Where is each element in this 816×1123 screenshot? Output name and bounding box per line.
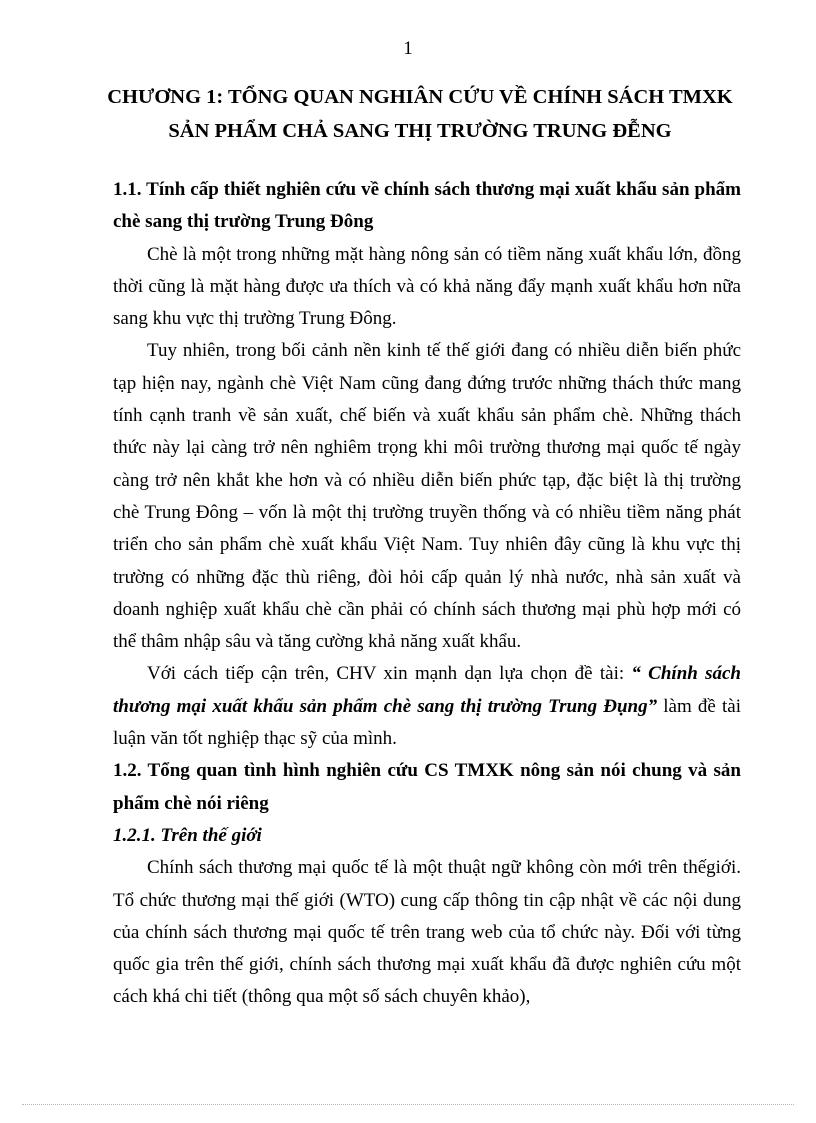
paragraph-3-tail-text: làm đề tài luận văn tốt nghiệp thạc sỹ của mình. <box>113 695 741 750</box>
page-number: 1 <box>403 38 413 59</box>
document-body <box>113 174 741 1014</box>
chapter-title-line-2: SẢN PHẨM CHẢ SANG THỊ TRƯỜNG TRUNG ĐỄNG <box>168 120 672 142</box>
section-1-1-paragraph-1: Chè là một trong những mặt hàng nông sản có tiềm năng xuất khẩu lớn, đồng thời cũng là mặt hàng được ưa thích và có khả năng đẩy mạnh xuất khẩu hơn nữa sang khu vực thị trường Trung Đông. <box>113 243 741 330</box>
chapter-title-line-1: CHƯƠNG 1: TỔNG QUAN NGHIÂN CỨU VỀ CHÍNH SÁCH TMXK <box>107 86 733 108</box>
section-1-2-heading: 1.2. Tổng quan tình hình nghiên cứu CS TMXK nông sản nói chung và sản phẩm chè nói riêng <box>113 760 741 814</box>
section-1-2-1-heading: 1.2.1. Trên thế giới <box>113 824 262 846</box>
page-bottom-divider <box>22 1104 794 1105</box>
section-1-1-paragraph-2: Tuy nhiên, trong bối cảnh nền kinh tế thế giới đang có nhiều diễn biến phức tạp hiện nay, ngành chè Việt Nam cũng đang đứng trước những thách thức mang tính cạnh tranh về sản xuất, chế biến và xuất khẩu sản phẩm chè. Những thách thức này lại càng trở nên nghiêm trọng khi môi trường thương mại quốc tế ngày càng trở nên khắt khe hơn và có nhiều diễn biến phức tạp, đặc biệt là thị trường chè Trung Đông – vốn là một thị trường truyền thống và có nhiều tiềm năng phát triển cho sản phẩm chè xuất khẩu Việt Nam. Tuy nhiên đây cũng là khu vực thị trường có những đặc thù riêng, đòi hỏi cấp quản lý nhà nước, nhà sản xuất và doanh nghiệp xuất khẩu chè cần phải có chính sách thương mại phù hợp mới có thể thâm nhập sâu và tăng cường khả năng xuất khẩu. <box>113 340 741 653</box>
section-1-1-paragraph-3 <box>113 658 741 755</box>
thesis-title: “ Chính sách thương mại xuất khẩu sản phẩm chè sang thị trường Trung Đụng” <box>113 663 742 717</box>
chapter-title <box>100 80 740 148</box>
paragraph-3-lead-text: Với cách tiếp cận trên, CHV xin mạnh dạn lựa chọn đề tài: <box>147 663 632 685</box>
section-1-2-1-paragraph-1: Chính sách thương mại quốc tế là một thuật ngữ không còn mới trên thếgiới. Tổ chức thương mại thế giới (WTO) cung cấp thông tin cập nhật về các nội dung của chính sách thương mại quốc tế trên trang web của tổ chức này. Đối với từng quốc gia trên thế giới, chính sách thương mại xuất khẩu đã được nghiên cứu một cách khá chi tiết (thông qua một số sách chuyên khảo), <box>113 857 741 1008</box>
section-1-1-heading: 1.1. Tính cấp thiết nghiên cứu về chính sách thương mại xuất khẩu sản phẩm chè sang thị trường Trung Đông <box>113 179 741 233</box>
